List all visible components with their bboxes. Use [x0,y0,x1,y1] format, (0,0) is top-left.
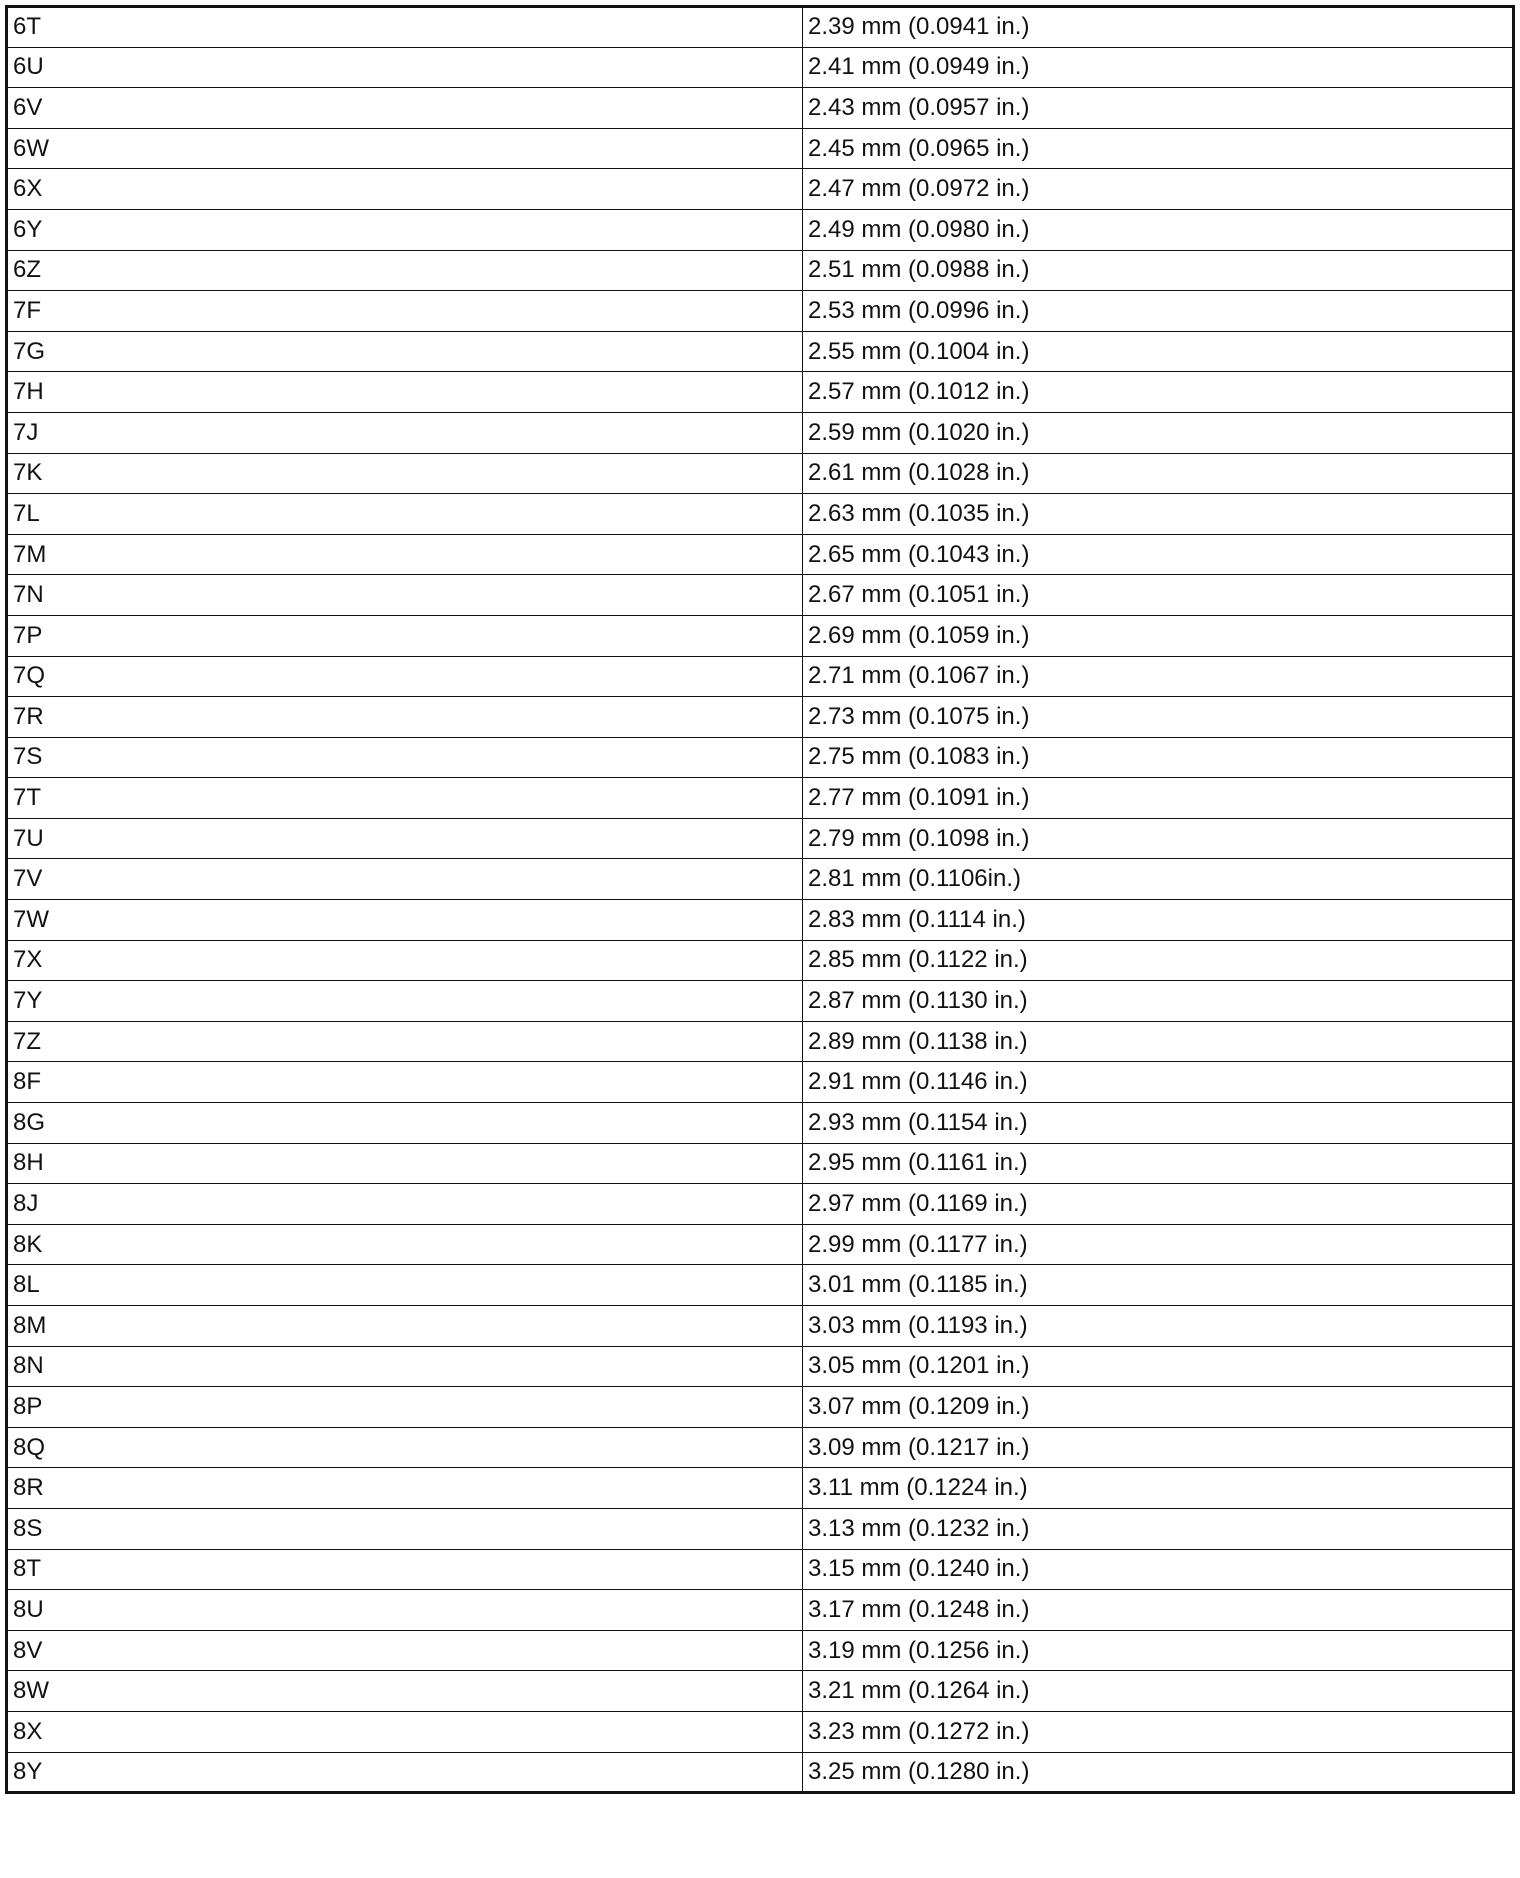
code-cell: 8T [7,1549,803,1590]
code-cell: 6T [7,7,803,48]
code-cell: 7L [7,494,803,535]
thickness-value-cell: 3.21 mm (0.1264 in.) [803,1671,1514,1712]
code-cell: 8Y [7,1752,803,1793]
code-cell: 7R [7,697,803,738]
thickness-value-cell: 2.73 mm (0.1075 in.) [803,697,1514,738]
thickness-value-cell: 2.71 mm (0.1067 in.) [803,656,1514,697]
table-row [7,494,1514,535]
thickness-value-cell: 2.99 mm (0.1177 in.) [803,1224,1514,1265]
table-row [7,7,1514,48]
code-cell: 8X [7,1711,803,1752]
code-cell: 7M [7,534,803,575]
code-cell: 8W [7,1671,803,1712]
code-cell: 8R [7,1468,803,1509]
code-cell: 7H [7,372,803,413]
code-cell: 8J [7,1184,803,1225]
table-row [7,1590,1514,1631]
code-cell: 7Q [7,656,803,697]
table-row [7,169,1514,210]
thickness-value-cell: 3.15 mm (0.1240 in.) [803,1549,1514,1590]
table-row [7,88,1514,129]
table-row [7,859,1514,900]
table-row [7,1143,1514,1184]
thickness-value-cell: 2.67 mm (0.1051 in.) [803,575,1514,616]
thickness-value-cell: 3.23 mm (0.1272 in.) [803,1711,1514,1752]
table-row [7,1346,1514,1387]
table-row [7,1711,1514,1752]
code-cell: 8P [7,1387,803,1428]
code-cell: 8K [7,1224,803,1265]
code-cell: 7Y [7,981,803,1022]
code-cell: 8N [7,1346,803,1387]
table-row [7,575,1514,616]
table-row [7,1671,1514,1712]
thickness-value-cell: 2.41 mm (0.0949 in.) [803,47,1514,88]
code-cell: 7G [7,331,803,372]
table-row [7,1021,1514,1062]
code-cell: 8G [7,1103,803,1144]
table-row [7,656,1514,697]
thickness-value-cell: 2.85 mm (0.1122 in.) [803,940,1514,981]
thickness-value-cell: 3.17 mm (0.1248 in.) [803,1590,1514,1631]
code-cell: 7F [7,291,803,332]
table-row [7,1103,1514,1144]
thickness-value-cell: 3.25 mm (0.1280 in.) [803,1752,1514,1793]
thickness-value-cell: 3.07 mm (0.1209 in.) [803,1387,1514,1428]
thickness-value-cell: 2.79 mm (0.1098 in.) [803,818,1514,859]
thickness-value-cell: 2.91 mm (0.1146 in.) [803,1062,1514,1103]
table-row [7,1427,1514,1468]
table-row [7,778,1514,819]
thickness-value-cell: 2.63 mm (0.1035 in.) [803,494,1514,535]
table-row [7,372,1514,413]
table-row [7,1752,1514,1793]
table-row [7,1184,1514,1225]
code-cell: 8Q [7,1427,803,1468]
thickness-value-cell: 2.55 mm (0.1004 in.) [803,331,1514,372]
thickness-value-cell: 2.97 mm (0.1169 in.) [803,1184,1514,1225]
code-cell: 8U [7,1590,803,1631]
thickness-value-cell: 2.53 mm (0.0996 in.) [803,291,1514,332]
table-row [7,697,1514,738]
table-row [7,291,1514,332]
table-row [7,209,1514,250]
table-row [7,1224,1514,1265]
table-row [7,737,1514,778]
table-row [7,331,1514,372]
table-row [7,1387,1514,1428]
thickness-value-cell: 3.09 mm (0.1217 in.) [803,1427,1514,1468]
code-cell: 8F [7,1062,803,1103]
code-cell: 8H [7,1143,803,1184]
code-cell: 8S [7,1508,803,1549]
table-row [7,128,1514,169]
thickness-value-cell: 2.75 mm (0.1083 in.) [803,737,1514,778]
thickness-value-cell: 2.45 mm (0.0965 in.) [803,128,1514,169]
thickness-value-cell: 2.83 mm (0.1114 in.) [803,900,1514,941]
code-cell: 8M [7,1306,803,1347]
table-row [7,453,1514,494]
table-row [7,900,1514,941]
table-row [7,1062,1514,1103]
code-cell: 7U [7,818,803,859]
thickness-value-cell: 2.43 mm (0.0957 in.) [803,88,1514,129]
code-cell: 8V [7,1630,803,1671]
table-row [7,1468,1514,1509]
table-row [7,981,1514,1022]
thickness-value-cell: 2.77 mm (0.1091 in.) [803,778,1514,819]
thickness-value-cell: 2.47 mm (0.0972 in.) [803,169,1514,210]
code-cell: 7W [7,900,803,941]
code-cell: 6X [7,169,803,210]
thickness-spec-table [5,5,1515,1794]
thickness-value-cell: 2.57 mm (0.1012 in.) [803,372,1514,413]
code-cell: 7T [7,778,803,819]
code-cell: 7N [7,575,803,616]
code-cell: 6V [7,88,803,129]
table-row [7,1508,1514,1549]
table-row [7,412,1514,453]
thickness-value-cell: 2.81 mm (0.1106in.) [803,859,1514,900]
thickness-value-cell: 3.13 mm (0.1232 in.) [803,1508,1514,1549]
table-row [7,534,1514,575]
table-row [7,818,1514,859]
thickness-value-cell: 2.51 mm (0.0988 in.) [803,250,1514,291]
code-cell: 7K [7,453,803,494]
table-row [7,1265,1514,1306]
table-row [7,615,1514,656]
code-cell: 7Z [7,1021,803,1062]
code-cell: 7X [7,940,803,981]
code-cell: 6Z [7,250,803,291]
code-cell: 7V [7,859,803,900]
thickness-value-cell: 3.01 mm (0.1185 in.) [803,1265,1514,1306]
thickness-value-cell: 2.49 mm (0.0980 in.) [803,209,1514,250]
thickness-value-cell: 2.69 mm (0.1059 in.) [803,615,1514,656]
thickness-value-cell: 2.39 mm (0.0941 in.) [803,7,1514,48]
thickness-value-cell: 2.65 mm (0.1043 in.) [803,534,1514,575]
code-cell: 7P [7,615,803,656]
table-row [7,1630,1514,1671]
table-row [7,250,1514,291]
code-cell: 7J [7,412,803,453]
code-cell: 8L [7,1265,803,1306]
code-cell: 6Y [7,209,803,250]
thickness-value-cell: 2.61 mm (0.1028 in.) [803,453,1514,494]
thickness-value-cell: 2.95 mm (0.1161 in.) [803,1143,1514,1184]
thickness-value-cell: 3.03 mm (0.1193 in.) [803,1306,1514,1347]
table-row [7,47,1514,88]
thickness-value-cell: 2.89 mm (0.1138 in.) [803,1021,1514,1062]
thickness-value-cell: 2.93 mm (0.1154 in.) [803,1103,1514,1144]
thickness-value-cell: 3.05 mm (0.1201 in.) [803,1346,1514,1387]
code-cell: 7S [7,737,803,778]
table-body [7,7,1514,1793]
table-row [7,1306,1514,1347]
thickness-value-cell: 2.87 mm (0.1130 in.) [803,981,1514,1022]
table-row [7,940,1514,981]
table-row [7,1549,1514,1590]
thickness-value-cell: 3.11 mm (0.1224 in.) [803,1468,1514,1509]
code-cell: 6U [7,47,803,88]
thickness-value-cell: 2.59 mm (0.1020 in.) [803,412,1514,453]
code-cell: 6W [7,128,803,169]
thickness-value-cell: 3.19 mm (0.1256 in.) [803,1630,1514,1671]
